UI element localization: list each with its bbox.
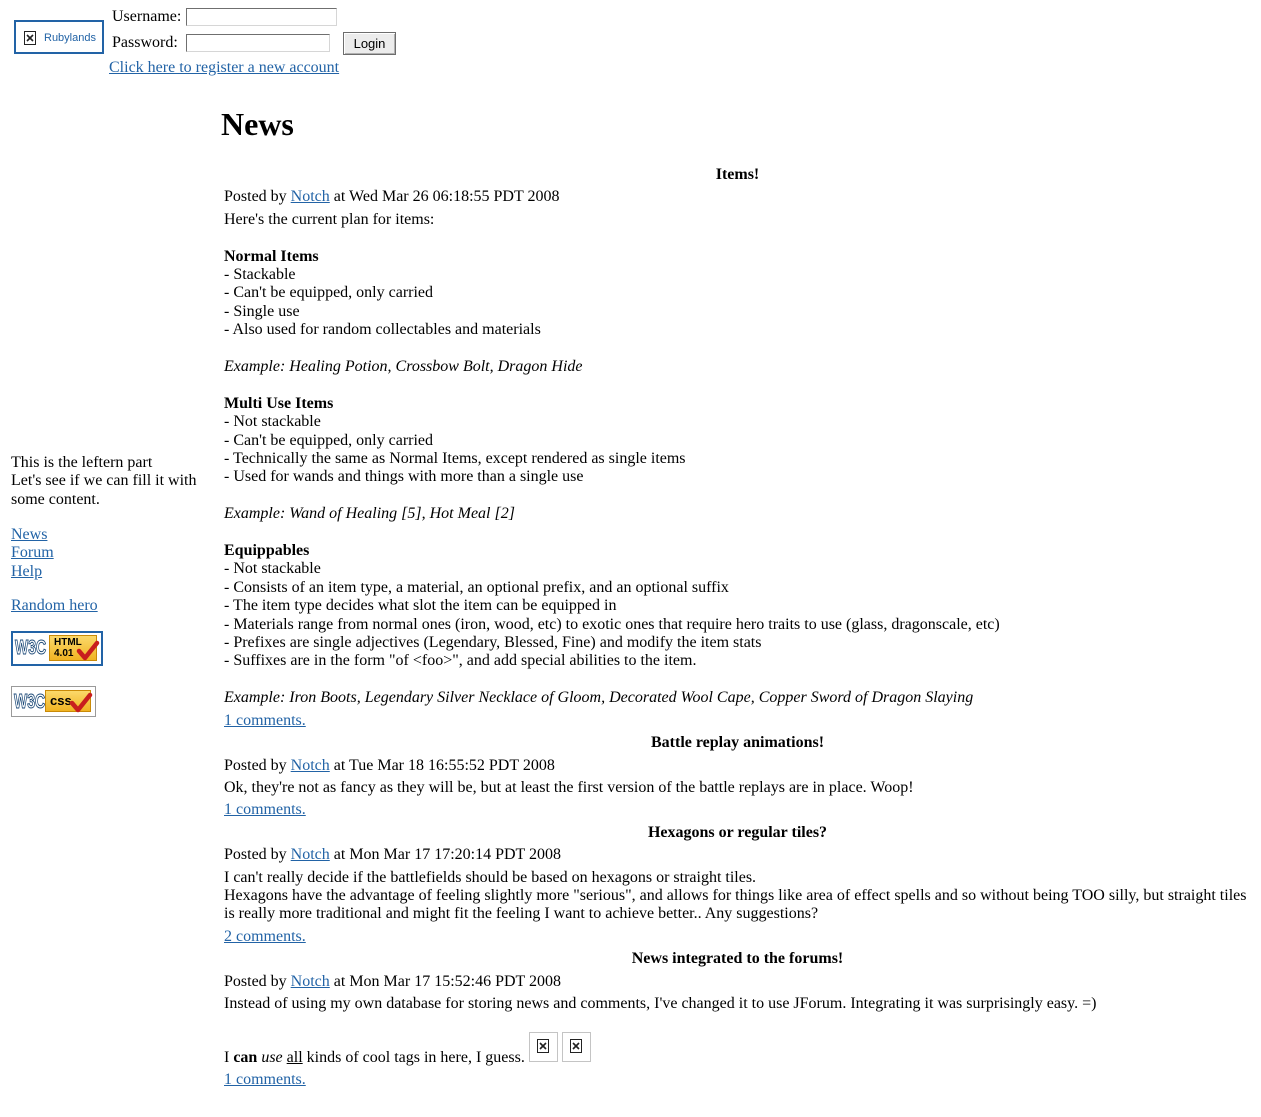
broken-image-icon [24,31,36,45]
badge-text-html: HTML [54,637,82,648]
site-logo-link[interactable] [14,20,104,54]
w3c-logo: W3C [15,637,47,659]
formatted-text-line [224,1032,1251,1067]
post-title: Battle replay animations! [650,734,825,752]
item-category-section [224,395,1251,524]
comments-link[interactable]: 2 comments. [224,927,306,945]
post-title: Hexagons or regular tiles? [647,823,828,841]
password-input[interactable] [186,34,330,52]
post-footer [224,799,1251,821]
badge-text-css: css [50,693,72,708]
nav-link-news[interactable]: News [11,526,48,543]
post-text: Here's the current plan for items: [224,210,435,228]
comments-link[interactable]: 1 comments. [224,801,306,819]
post-byline [224,971,1251,993]
username-input[interactable] [186,8,337,26]
example-text: Example: Iron Boots, Legendary Silver Necklace of Gloom, Decorated Wool Cape, Copper Sword of Dragon Slaying [224,689,974,707]
byline-prefix: Posted by [224,972,287,990]
w3c-logo: W3C [14,691,46,713]
plain-text: I [224,1048,230,1066]
author-link[interactable]: Notch [290,188,330,206]
broken-image-icon [570,1039,582,1053]
register-link[interactable]: Click here to register a new account [109,59,340,76]
list-item: - Can't be equipped, only carried [224,284,434,302]
random-hero-link[interactable]: Random hero [11,597,98,614]
list-item: - Technically the same as Normal Items, except rendered as single items [224,450,686,468]
news-post [224,732,1251,822]
post-byline [224,755,1251,777]
list-item: - Not stackable [224,413,321,431]
broken-image [562,1032,591,1062]
page-title: News [221,106,294,142]
sidebar-intro-line: This is the leftern part [11,454,153,471]
username-label: Username: [112,8,182,25]
section-heading: Multi Use Items [224,394,334,412]
post-body [224,777,1251,799]
author-link[interactable]: Notch [290,756,330,774]
italic-text: use [261,1048,283,1066]
post-title: News integrated to the forums! [631,950,844,968]
nav-link-forum[interactable]: Forum [11,544,54,562]
w3c-valid-css-badge[interactable] [11,686,96,717]
badge-text-version: 4.01 [54,648,74,659]
post-body [224,867,1251,926]
post-date: at Mon Mar 17 17:20:14 PDT 2008 [333,846,562,864]
news-post [224,822,1251,948]
list-item: - Materials range from normal ones (iron, wood, etc) to exotic ones that require hero traits to use (glass, dragonscale, etc) [224,615,1000,633]
comments-link[interactable]: 1 comments. [224,1071,306,1089]
underlined-text: all [286,1048,303,1066]
comments-link[interactable]: 1 comments. [224,711,306,729]
list-item: - The item type decides what slot the item can be equipped in [224,597,617,615]
bold-text: can [233,1048,258,1066]
example-text: Example: Healing Potion, Crossbow Bolt, Dragon Hide [224,358,583,376]
list-item: - Can't be equipped, only carried [224,431,434,449]
checkmark-icon [76,640,100,662]
list-item: - Prefixes are single adjectives (Legendary, Blessed, Fine) and modify the item stats [224,634,762,652]
list-item: - Consists of an item type, a material, an optional prefix, and an optional suffix [224,578,729,596]
nav-link-help[interactable]: Help [11,562,43,580]
password-label: Password: [112,34,178,51]
byline-prefix: Posted by [224,188,287,206]
post-footer [224,1069,1251,1091]
checkmark-icon [69,692,93,714]
list-item: - Suffixes are in the form "of <foo>", and add special abilities to the item. [224,652,697,670]
author-link[interactable]: Notch [290,846,330,864]
news-post [224,948,1251,1091]
byline-prefix: Posted by [224,756,287,774]
post-body [224,209,1251,710]
section-heading: Equippables [224,542,310,560]
broken-image [529,1032,558,1062]
news-post [224,164,1251,732]
news-feed [224,164,1251,1092]
post-title: Items! [715,166,760,183]
list-item: - Single use [224,302,300,320]
byline-prefix: Posted by [224,846,287,864]
w3c-valid-html-badge[interactable] [11,631,103,666]
author-link[interactable]: Notch [290,972,330,990]
post-text: Instead of using my own database for storing news and comments, I've changed it to use JForum. Integrating it was surprisingly easy. =) [224,994,1097,1012]
list-item: - Also used for random collectables and materials [224,321,541,339]
sidebar-nav [11,526,211,581]
section-heading: Normal Items [224,247,319,265]
item-category-section [224,542,1251,708]
item-category-section [224,248,1251,377]
broken-image-icon [537,1039,549,1053]
post-text: I can't really decide if the battlefields should be based on hexagons or straight tiles. [224,868,757,886]
post-date: at Wed Mar 26 06:18:55 PDT 2008 [333,188,560,206]
login-button[interactable]: Login [343,32,396,55]
post-body [224,993,1251,1069]
post-byline [224,844,1251,866]
post-footer [224,710,1251,732]
example-text: Example: Wand of Healing [5], Hot Meal [2] [224,505,515,523]
logo-alt-text: Rubylands [44,32,96,44]
post-byline [224,186,1251,208]
plain-text: kinds of cool tags in here, I guess. [306,1048,525,1066]
post-footer [224,926,1251,948]
post-date: at Mon Mar 17 15:52:46 PDT 2008 [333,972,562,990]
sidebar-intro-line: Let's see if we can fill it with some content. [11,472,197,508]
sidebar-intro [11,454,211,509]
list-item: - Not stackable [224,560,321,578]
list-item: - Used for wands and things with more than a single use [224,468,584,486]
post-date: at Tue Mar 18 16:55:52 PDT 2008 [333,756,555,774]
list-item: - Stackable [224,266,296,284]
post-text: Hexagons have the advantage of feeling slightly more "serious", and allows for things like area of effect spells and so without being TOO silly, but straight tiles is really more traditional and might fit the feeling I want to achieve better.. Any suggestions? [224,886,1247,923]
post-text: Ok, they're not as fancy as they will be, but at least the first version of the battle replays are in place. Woop! [224,778,914,796]
